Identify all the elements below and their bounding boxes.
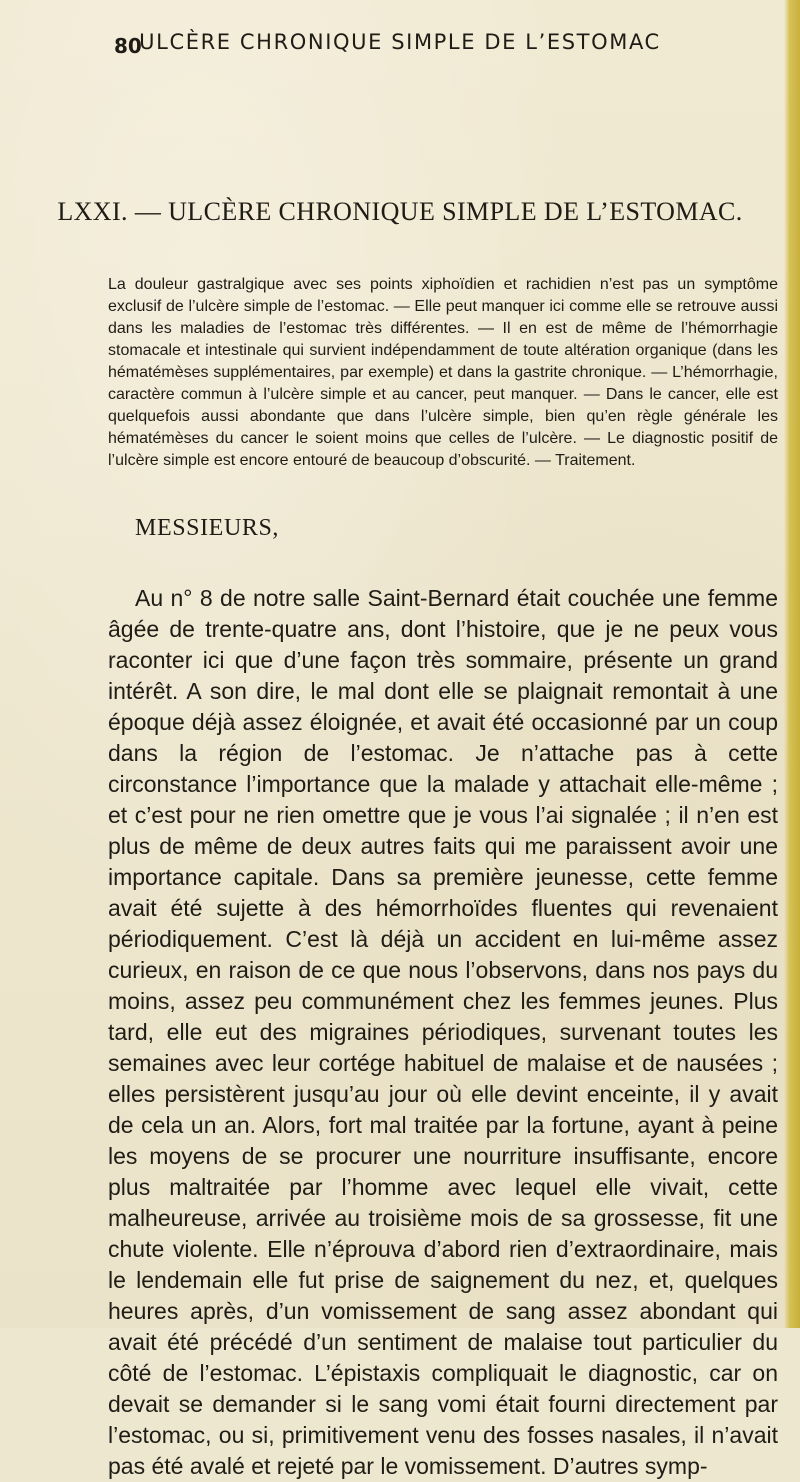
page-header bbox=[0, 16, 800, 56]
chapter-abstract: La douleur gastralgique avec ses points xiphoïdien et rachidien n’est pas un symptôme exclusif de l’ulcère simple de l’estomac. — Elle peut manquer ici comme elle se retrouve aussi dans les maladies de l’estomac très différentes. — Il en est de même de l’hémorrhagie stomacale et intestinale qui survient indépendamment de toute altération organique (dans les hématémèses supplémentaires, par exemple) et dans la gastrite chronique. — L’hémorrhagie, caractère commun à l’ulcère simple et au cancer, peut manquer. — Dans le cancer, elle est quelquefois aussi abondante que dans l’ulcère simple, bien qu’en règle générale les hématémèses du cancer le soient moins que celles de l’ulcère. — Le diagnostic positif de l’ulcère simple est encore entouré de beaucoup d’obscurité. — Traitement. bbox=[108, 276, 778, 469]
page-number: 80 bbox=[114, 34, 142, 58]
salutation: MESSIEURS, bbox=[135, 515, 280, 541]
body-paragraph: Au n° 8 de notre salle Saint-Bernard était couchée une femme âgée de trente-quatre ans, dont l’histoire, que je ne peux vous raconter ici que d’une façon très sommaire, présente un grand intérêt. A son dire, le mal dont elle se plaignait remontait à une époque déjà assez éloignée, et avait été occasionné par un coup dans la région de l’estomac. Je n’attache pas à cette circonstance l’importance que la malade y attachait elle-même ; et c’est pour ne rien omettre que je vous l’ai signalée ; il n’en est plus de même de deux autres faits qui me paraissent avoir une importance capitale. Dans sa première jeunesse, cette femme avait été sujette à des hémorrhoïdes fluentes qui revenaient périodiquement. C’est là déjà un accident en lui-même assez curieux, en raison de ce que nous l’observons, dans nos pays du moins, assez peu communément chez les femmes jeunes. Plus tard, elle eut des migraines périodiques, survenant toutes les semaines avec leur cortége habituel de malaise et de nausées ; elles persistèrent jusqu’au jour où elle devint enceinte, il y avait de cela un an. Alors, fort mal traitée par la fortune, ayant à peine les moyens de se procurer une nourriture insuffisante, encore plus maltraitée par l’homme avec lequel elle vivait, cette malheureuse, arrivée au troisième mois de sa grossesse, fit une chute violente. Elle n’éprouva d’abord rien d’extraordinaire, mais le lendemain elle fut prise de saignement du nez, et, quelques heures après, d’un vomissement de sang assez abondant qui avait été précédé d’un sentiment de malaise tout particulier du côté de l’estomac. L’épistaxis compliquait le diagnostic, car on devait se demander si le sang vomi était fourni directement par l’estomac, ou si, primitivement venu des fosses nasales, il n’avait pas été avalé et rejeté par le vomissement. D’autres symp- bbox=[108, 585, 778, 1479]
chapter-title: LXXI. — ULCÈRE CHRONIQUE SIMPLE DE L’ESTOMAC. bbox=[57, 197, 743, 226]
running-head: ULCÈRE CHRONIQUE SIMPLE DE L’ESTOMAC bbox=[139, 30, 661, 54]
